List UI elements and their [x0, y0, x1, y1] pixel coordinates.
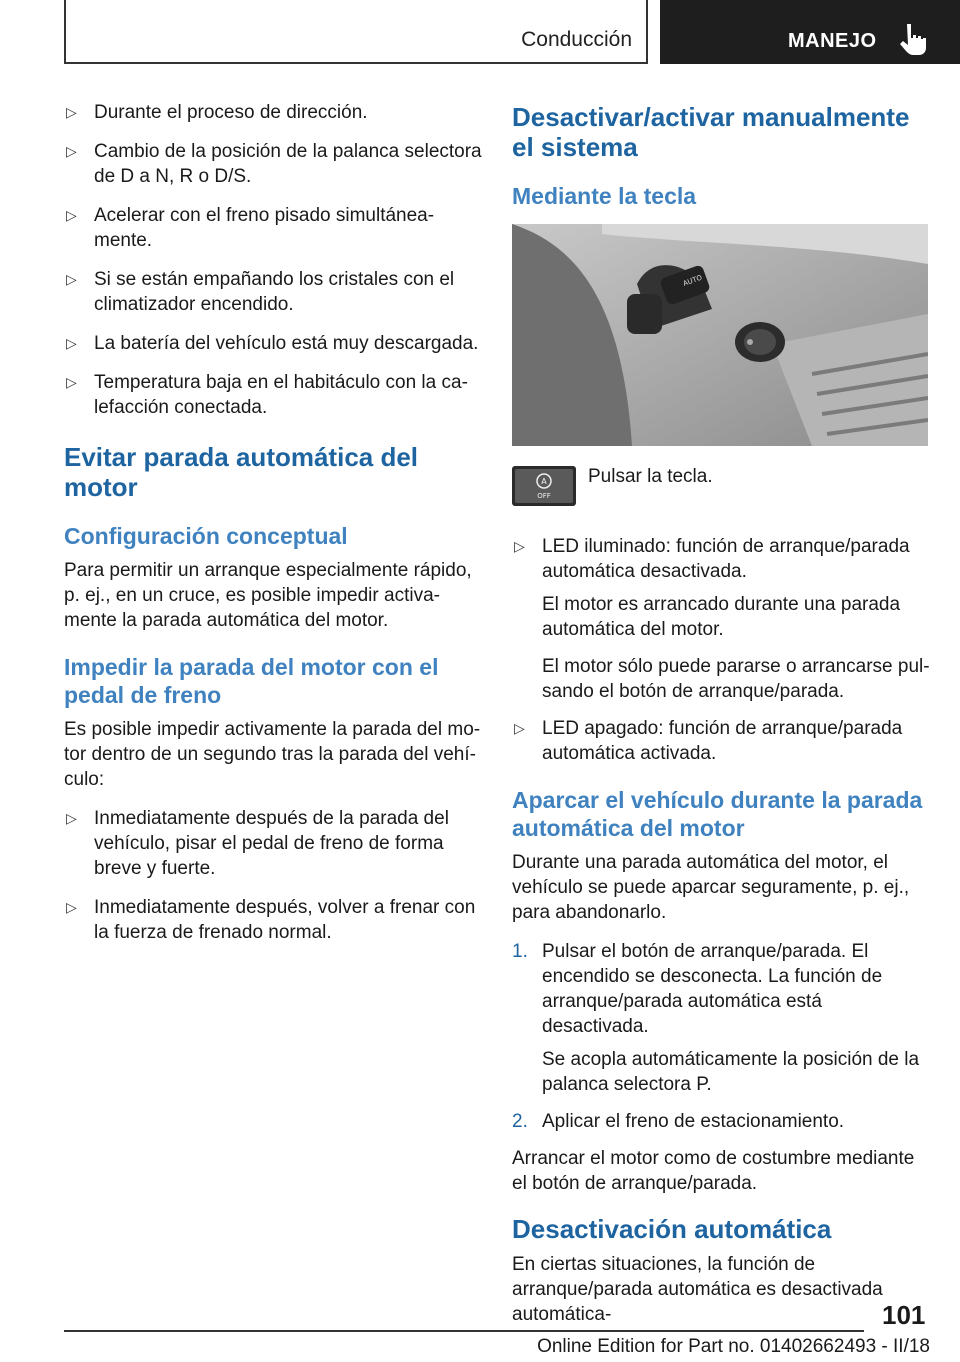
paragraph-concept: Para permitir un arranque especialmente rápido, p. ej., en un cruce, es posible impedir activamente la parada automática del motor. [64, 560, 472, 631]
left-column [64, 100, 484, 959]
header-section-box [64, 0, 648, 64]
numbered-step: 1. Pulsar el botón de arranque/parada. El encendido se desconecta. La función de arranque/parada automática está desactivada. [512, 941, 883, 1037]
triangle-bullet-icon: ▷ [66, 810, 77, 826]
paragraph-start: Arrancar el motor como de costumbre mediante el botón de arranque/parada. [512, 1148, 915, 1194]
triangle-bullet-icon: ▷ [514, 538, 525, 554]
footer-divider [64, 1330, 864, 1332]
list-item: ▷ Si se están empañando los cristales con el climatizador encendido. [66, 269, 455, 315]
auto-button-label: AUTO [681, 273, 704, 288]
section-title: Conducción [521, 28, 632, 51]
sub-paragraph: Se acopla automáticamente la posición de la palanca selectora P. [542, 1049, 920, 1095]
heading-brake-pedal: Impedir la parada del motor con el pedal de freno [64, 654, 439, 708]
right-column [512, 100, 930, 1341]
list-item: ▷ Durante el proceso de dirección. [66, 102, 368, 123]
list-item: ▷ LED apagado: función de arranque/parada automática activada. [514, 718, 903, 764]
list-item: ▷ Acelerar con el freno pisado simultáneamente. [66, 205, 435, 251]
list-item: ▷ Cambio de la posición de la palanca selectora de D a N, R o D/S. [66, 141, 482, 187]
heading-auto-deactivation: Desactivación automática [512, 1214, 832, 1244]
triangle-bullet-icon: ▷ [66, 104, 77, 120]
triangle-bullet-icon: ▷ [66, 335, 77, 351]
heading-concept: Configuración conceptual [64, 523, 348, 549]
list-item: ▷ LED iluminado: función de arranque/parada automática desactivada. [514, 536, 910, 582]
sub-paragraph: El motor sólo puede pararse o arrancarse pulsando el botón de arranque/parada. [542, 656, 930, 702]
paragraph-park: Durante una parada automática del motor, el vehículo se puede aparcar seguramente, p. ej., para abandonarlo. [512, 852, 910, 923]
numbered-step: 2. Aplicar el freno de estacionamiento. [512, 1111, 845, 1132]
paragraph-auto: En ciertas situaciones, la función de arranque/parada automática es desactivada automática- [512, 1254, 883, 1325]
triangle-bullet-icon: ▷ [66, 899, 77, 915]
list-item: ▷ La batería del vehículo está muy descargada. [66, 333, 479, 354]
steering-column-photo [512, 224, 928, 446]
hand-pointer-icon [898, 22, 928, 56]
sub-paragraph: El motor es arrancado durante una parada automática del motor. [542, 594, 901, 640]
list-item: ▷ Inmediatamente después de la parada del vehículo, pisar el pedal de freno de forma breve y fuerte. [66, 808, 449, 879]
chapter-title: MANEJO [788, 30, 877, 52]
off-label: OFF [537, 492, 551, 500]
list-item: ▷ Inmediatamente después, volver a frenar con la fuerza de frenado normal. [66, 897, 476, 943]
auto-start-stop-button-icon [512, 466, 576, 506]
triangle-bullet-icon: ▷ [514, 720, 525, 736]
header-chapter-box [660, 0, 960, 64]
press-key-text: Pulsar la tecla. [588, 466, 713, 487]
heading-park: Aparcar el vehículo durante la parada automática del motor [512, 787, 923, 841]
svg-text:A: A [541, 477, 547, 486]
triangle-bullet-icon: ▷ [66, 374, 77, 390]
heading-avoid-stop: Evitar parada automática del motor [64, 442, 419, 502]
triangle-bullet-icon: ▷ [66, 143, 77, 159]
triangle-bullet-icon: ▷ [66, 207, 77, 223]
list-item: ▷ Temperatura baja en el habitáculo con la calefacción conectada. [66, 372, 468, 418]
paragraph-brake: Es posible impedir activamente la parada del motor dentro de un segundo tras la parada del vehículo: [64, 719, 481, 790]
edition-info: Online Edition for Part no. 01402662493 - II/18 [537, 1336, 930, 1357]
page-number: 101 [882, 1300, 926, 1330]
heading-via-key: Mediante la tecla [512, 183, 697, 209]
instruction-row [512, 464, 930, 524]
triangle-bullet-icon: ▷ [66, 271, 77, 287]
heading-manual-toggle: Desactivar/activar manualmente el sistema [512, 102, 910, 162]
